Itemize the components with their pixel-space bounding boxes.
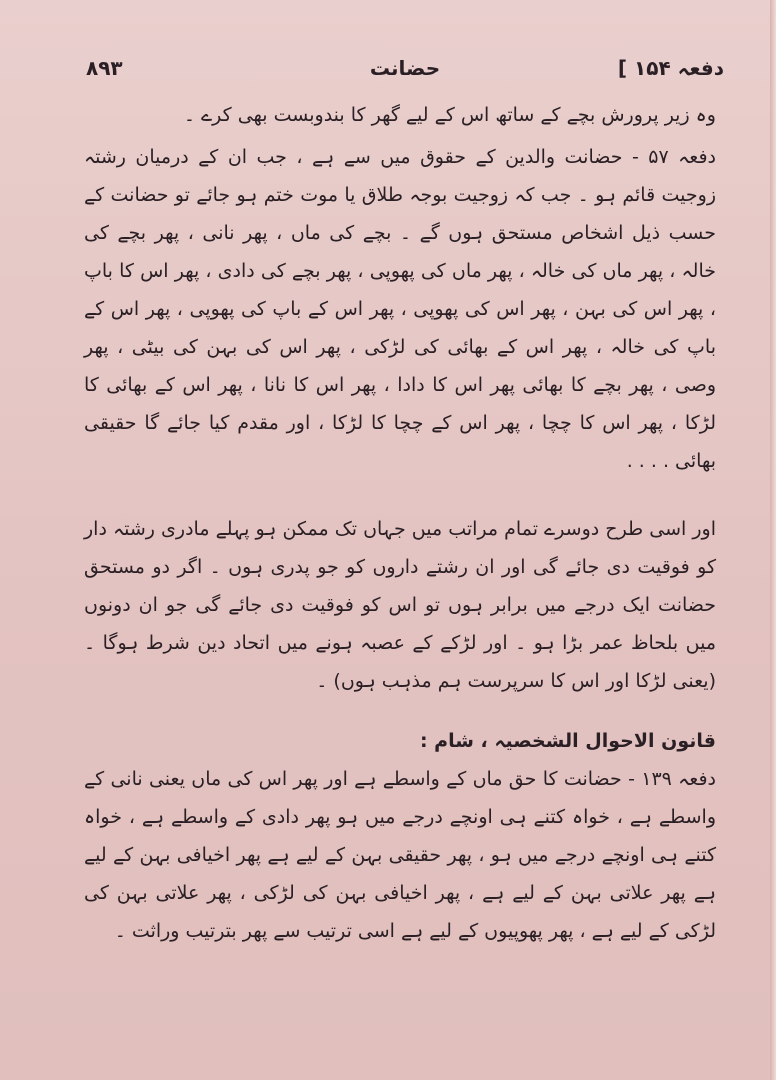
- running-title: حضانت: [369, 56, 441, 80]
- paragraph-section-139: دفعہ ۱۳۹ - حضانت کا حق ماں کے واسطے ہے اور پھر اس کی ماں یعنی نانی کے واسطے ہے ، خواہ کتنے ہی اونچے درجے میں ہو پھر دادی کے واسطے ہے ، خواہ کتنے ہی اونچے درجے میں ہو ، پھر حقیقی بہن کے لیے ہے پھر اخیافی بہن کے لیے ہے پھر علاتی بہن کے لیے ہے ، پھر اخیافی بہن کی لڑکی ، پھر علاتی بہن کی لڑکی کے لیے ہے ، پھر پھوپیوں کے لیے ہے اسی ترتیب سے پھر بترتیب وراثت ۔: [84, 768, 716, 942]
- page-number: ۸۹۳: [86, 56, 123, 80]
- page-header: [86, 56, 724, 92]
- paragraph-gap: [84, 480, 716, 510]
- page-gutter: [770, 0, 776, 1080]
- subheading-syria-law: قانون الاحوال الشخصیہ ، شام :: [419, 730, 716, 752]
- paragraph-order: اور اسی طرح دوسرے تمام مراتب میں جہاں تک ممکن ہو پہلے مادری رشتہ دار کو فوقیت دی جائے گی اور ان رشتے داروں کو جو پدری ہوں ۔ اگر دو مستحق حضانت ایک درجے میں برابر ہوں تو اس کو فوقیت دی جائے گی جو ان دونوں میں بلحاظ عمر بڑا ہو ۔ اور لڑکے کے عصبہ ہونے میں اتحاد دین شرط ہوگا ۔ (یعنی لڑکا اور اس کا سرپرست ہم مذہب ہوں) ۔: [84, 518, 716, 692]
- paragraph-section-57: دفعہ ۵۷ - حضانت والدین کے حقوق میں سے ہے ، جب ان کے درمیان رشتہ زوجیت قائم ہو ۔ جب کہ زوجیت بوجہ طلاق یا موت ختم ہو جائے تو حضانت کے حسب ذیل اشخاص مستحق ہوں گے ۔ بچے کی ماں ، پھر نانی ، پھر بچے کی خالہ ، پھر ماں کی خالہ ، پھر ماں کی پھوپی ، پھر بچے کی دادی ، پھر اس کا باپ ، پھر اس کی بہن ، پھر اس کی پھوپی ، پھر اس کے باپ کی پھوپی ، پھر اس کے باپ کی خالہ ، پھر اس کے بھائی کی لڑکی ، پھر اس کی بہن کی بیٹی ، پھر وصی ، پھر بچے کا بھائی پھر اس کا دادا ، پھر اس کا نانا ، پھر اس کے بھائی کا لڑکا ، پھر اس کا چچا ، پھر اس کے چچا کا لڑکا ، اور مقدم کیا جائے گا حقیقی بھائی . . . .: [84, 146, 716, 472]
- paragraph-intro: وہ زیر پرورش بچے کے ساتھ اس کے لیے گھر کا بندوبست بھی کرے ۔: [183, 104, 716, 126]
- running-section-label: دفعہ ۱۵۴ ]: [617, 56, 724, 80]
- page-body: [84, 96, 716, 950]
